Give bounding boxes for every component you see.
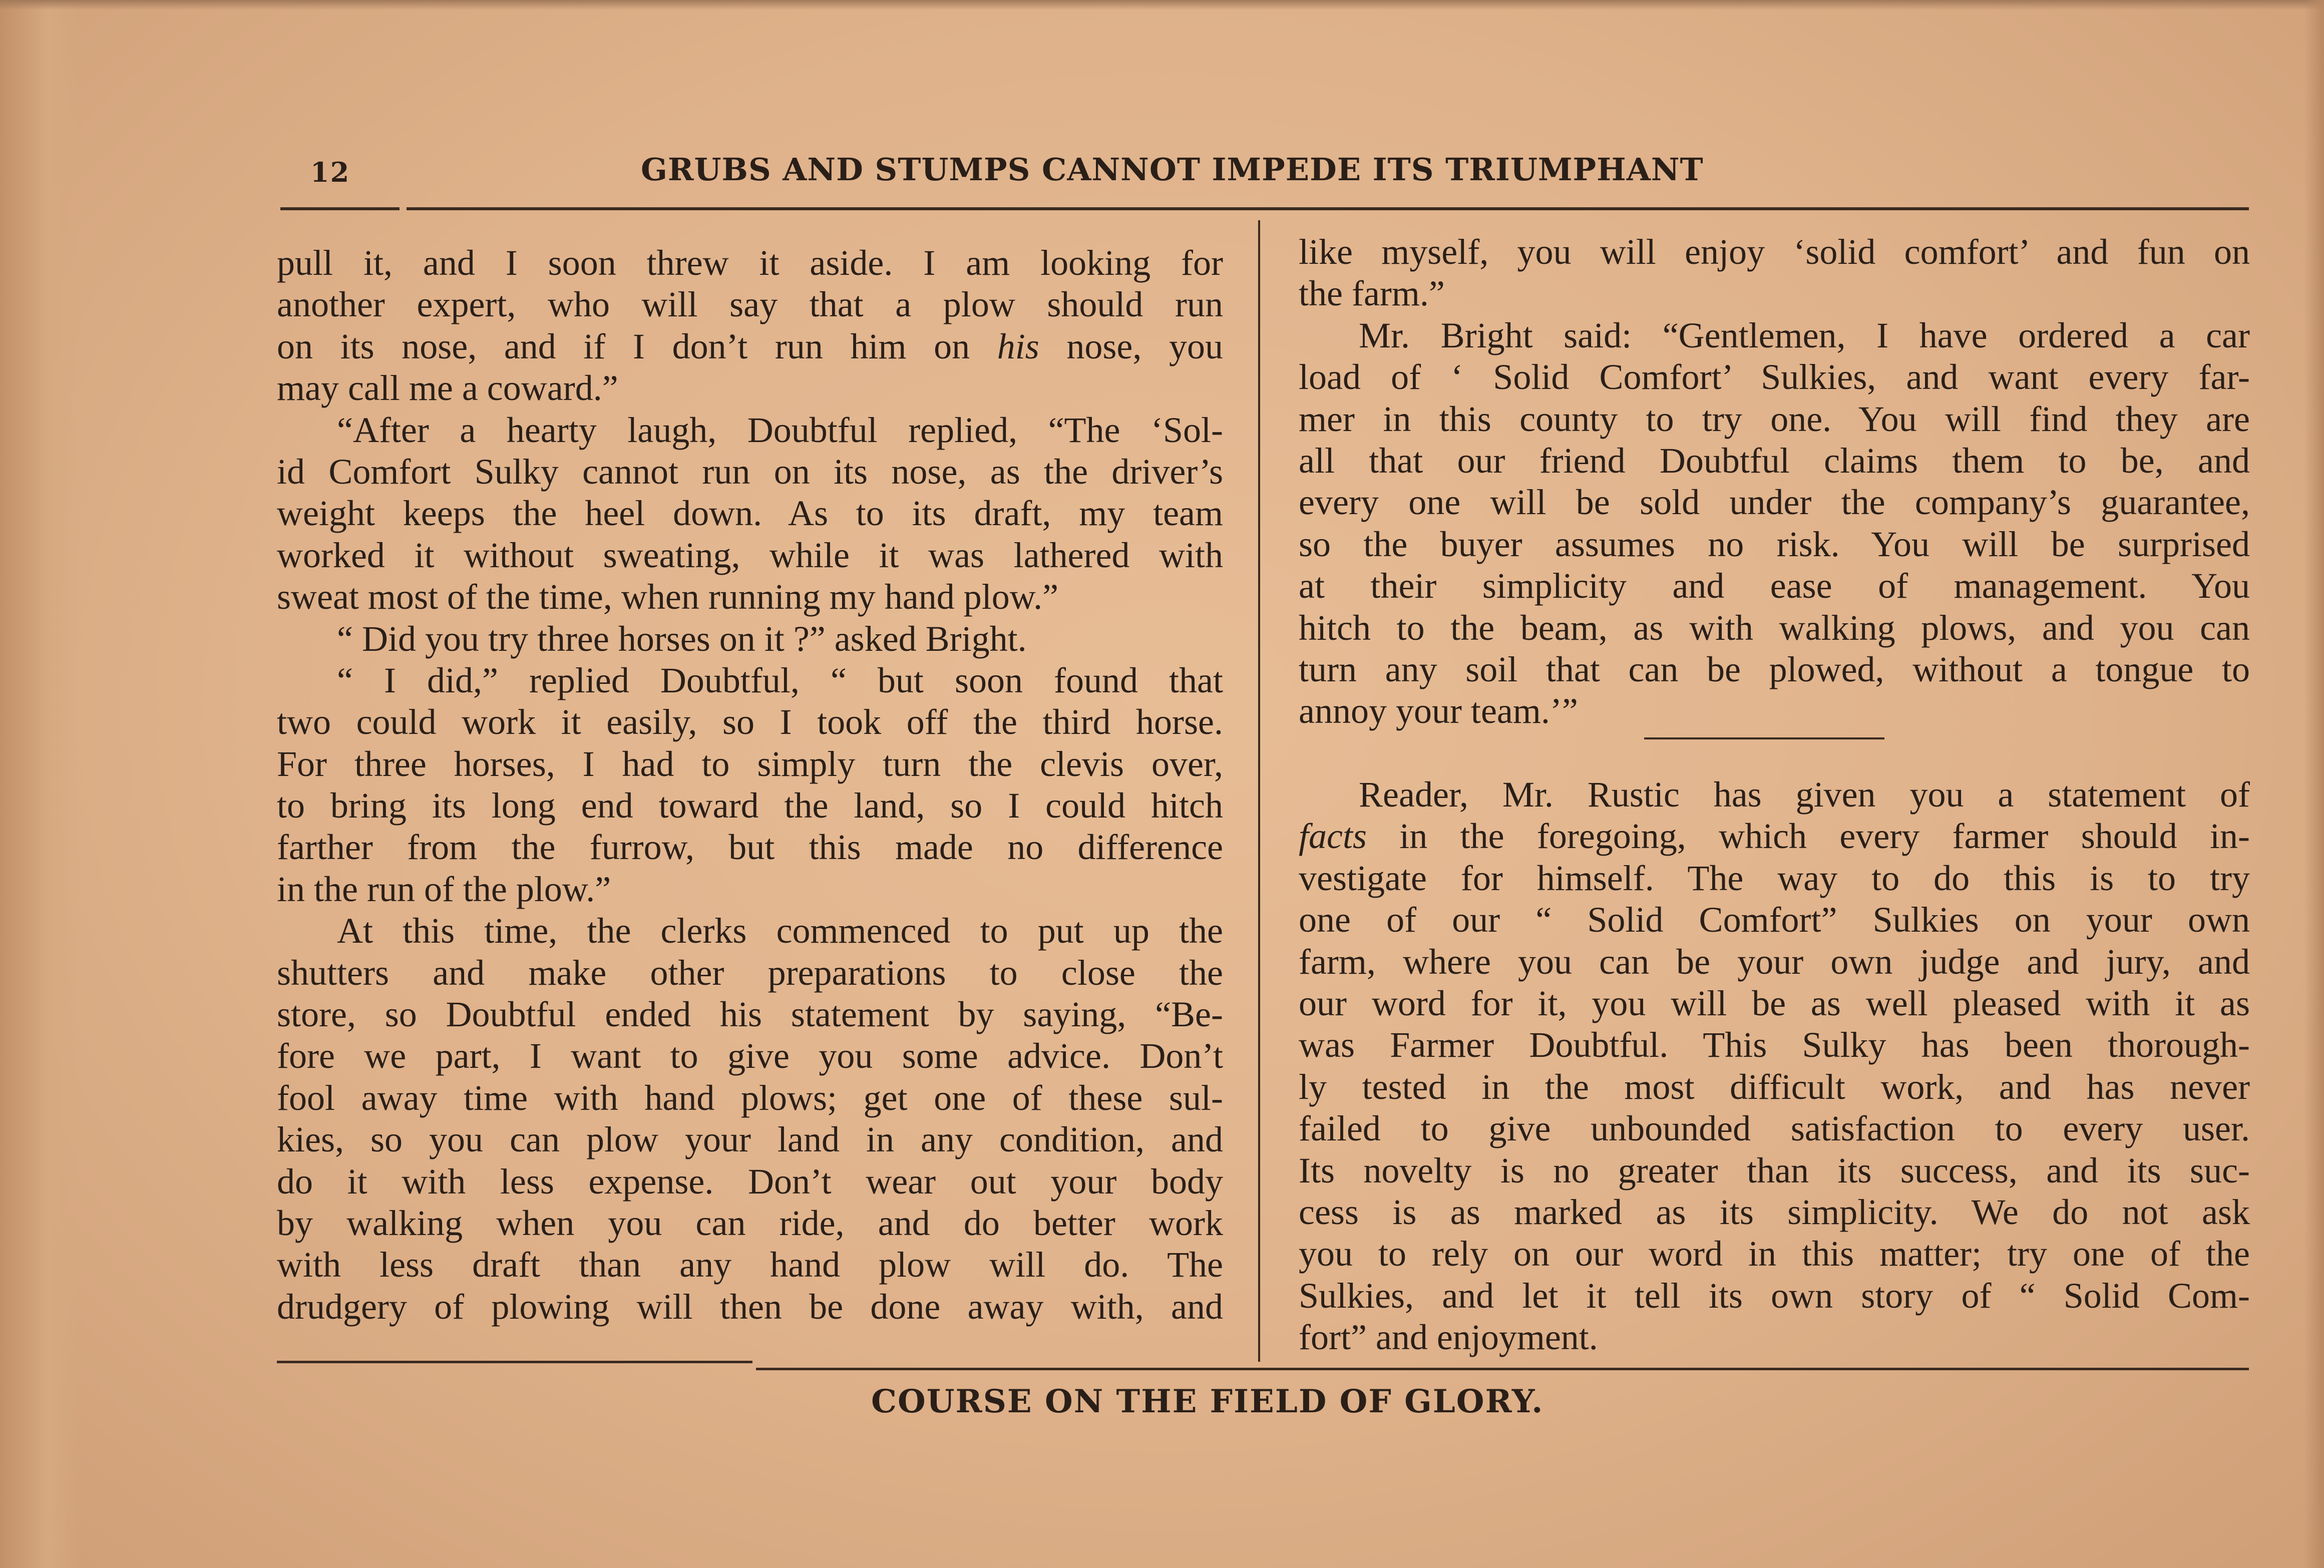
text-line: failed to give unbounded satisfaction to every user. bbox=[1299, 1108, 2250, 1149]
text-line: by walking when you can ride, and do better work bbox=[277, 1203, 1223, 1243]
column-divider bbox=[1258, 220, 1260, 1362]
text-line: weight keeps the heel down. As to its draft, my team bbox=[277, 493, 1223, 534]
text-line: one of our “ Solid Comfort” Sulkies on your own bbox=[1299, 900, 2250, 940]
text-line: vestigate for himself. The way to do this is to try bbox=[1299, 858, 2250, 898]
running-title: GRUBS AND STUMPS CANNOT IMPEDE ITS TRIUMPHANT bbox=[641, 151, 1704, 188]
header-rule-right bbox=[407, 207, 2249, 210]
text-line: mer in this county to try one. You will find they are bbox=[1299, 399, 2250, 439]
text-line: with less draft than any hand plow will do. The bbox=[277, 1245, 1223, 1285]
section-divider-rule bbox=[1644, 737, 1884, 739]
footer-title: COURSE ON THE FIELD OF GLORY. bbox=[871, 1383, 1544, 1420]
text-line: pull it, and I soon threw it aside. I am looking for bbox=[277, 243, 1223, 283]
text-line: Its novelty is no greater than its success, and its suc- bbox=[1299, 1150, 2250, 1191]
page-binding-shadow bbox=[0, 0, 80, 1568]
text-line: For three horses, I had to simply turn the clevis over, bbox=[277, 743, 1223, 784]
text-line: worked it without sweating, while it was lathered with bbox=[277, 535, 1223, 575]
text-line: “ Did you try three horses on it ?” asked Bright. bbox=[337, 618, 1027, 659]
text-line: At this time, the clerks commenced to put up the bbox=[337, 911, 1223, 951]
text-line: to bring its long end toward the land, so I could hitch bbox=[277, 786, 1223, 826]
text-line: “After a hearty laugh, Doubtful replied, “The ‘Sol- bbox=[337, 410, 1223, 450]
text-line: shutters and make other preparations to close the bbox=[277, 952, 1223, 993]
text-line: fool away time with hand plows; get one of these sul- bbox=[277, 1077, 1223, 1118]
italic-word: facts bbox=[1299, 816, 1367, 857]
text-segment: nose, you bbox=[1039, 326, 1223, 366]
text-line: drudgery of plowing will then be done away with, and bbox=[277, 1286, 1223, 1327]
text-line: Reader, Mr. Rustic has given you a statement of bbox=[1359, 774, 2250, 815]
text-line: turn any soil that can be plowed, without a tongue to bbox=[1299, 649, 2250, 689]
text-line: store, so Doubtful ended his statement by saying, “Be- bbox=[277, 994, 1223, 1035]
text-line: ly tested in the most difficult work, and has never bbox=[1299, 1066, 2250, 1107]
text-segment: in the foregoing, which every farmer should in- bbox=[1366, 816, 2250, 857]
text-line: Sulkies, and let it tell its own story of “ Solid Com- bbox=[1299, 1275, 2250, 1316]
text-line: Mr. Bright said: “Gentlemen, I have ordered a car bbox=[1359, 315, 2250, 355]
text-line: fore we part, I want to give you some advice. Don’t bbox=[277, 1036, 1223, 1076]
text-line: was Farmer Doubtful. This Sulky has been thorough- bbox=[1299, 1025, 2250, 1065]
page-right-edge bbox=[2304, 0, 2324, 1568]
italic-word: his bbox=[997, 326, 1039, 366]
text-line: another expert, who will say that a plow should run bbox=[277, 284, 1223, 325]
text-line: hitch to the beam, as with walking plows, and you can bbox=[1299, 607, 2250, 648]
text-line: like myself, you will enjoy ‘solid comfort’ and fun on bbox=[1299, 232, 2250, 272]
text-line: farm, where you can be your own judge and jury, and bbox=[1299, 941, 2250, 982]
text-line: sweat most of the time, when running my hand plow.” bbox=[277, 577, 1059, 617]
page-number: 12 bbox=[310, 156, 350, 188]
text-line: cess is as marked as its simplicity. We do not ask bbox=[1299, 1192, 2250, 1232]
text-line: farther from the furrow, but this made no difference bbox=[277, 827, 1223, 868]
text-line: in the run of the plow.” bbox=[277, 869, 611, 909]
footer-rule-left bbox=[277, 1361, 752, 1363]
text-line: two could work it easily, so I took off the third horse. bbox=[277, 702, 1223, 742]
text-line: at their simplicity and ease of management. You bbox=[1299, 566, 2250, 606]
text-line: you to rely on our word in this matter; try one of the bbox=[1299, 1234, 2250, 1274]
text-line: do it with less expense. Don’t wear out your body bbox=[277, 1161, 1223, 1202]
text-line: kies, so you can plow your land in any condition, and bbox=[277, 1119, 1223, 1160]
section-break bbox=[1299, 732, 2250, 774]
header-rule-left bbox=[280, 207, 400, 210]
text-line: all that our friend Doubtful claims them to be, and bbox=[1299, 440, 2250, 481]
text-line: load of ‘ Solid Comfort’ Sulkies, and want every far- bbox=[1299, 357, 2250, 398]
footer-rule-right bbox=[756, 1368, 2249, 1370]
text-line: fort” and enjoyment. bbox=[1299, 1317, 1598, 1358]
text-line: so the buyer assumes no risk. You will be surprised bbox=[1299, 524, 2250, 564]
text-line: our word for it, you will be as well pleased with it as bbox=[1299, 983, 2250, 1024]
text-line: “ I did,” replied Doubtful, “ but soon found that bbox=[337, 660, 1223, 700]
text-line bbox=[1299, 816, 2250, 857]
text-line: may call me a coward.” bbox=[277, 368, 618, 409]
text-line: annoy your team.’” bbox=[1299, 691, 1578, 731]
page-top-edge bbox=[0, 0, 2324, 10]
text-segment: on its nose, and if I don’t run him on bbox=[277, 326, 997, 366]
left-text-column bbox=[277, 242, 1223, 1328]
text-line bbox=[277, 326, 1223, 367]
text-line: every one will be sold under the company’s guarantee, bbox=[1299, 482, 2250, 523]
right-text-column bbox=[1299, 231, 2250, 1359]
text-line: the farm.” bbox=[1299, 273, 1445, 314]
text-line: id Comfort Sulky cannot run on its nose, as the driver’s bbox=[277, 451, 1223, 492]
